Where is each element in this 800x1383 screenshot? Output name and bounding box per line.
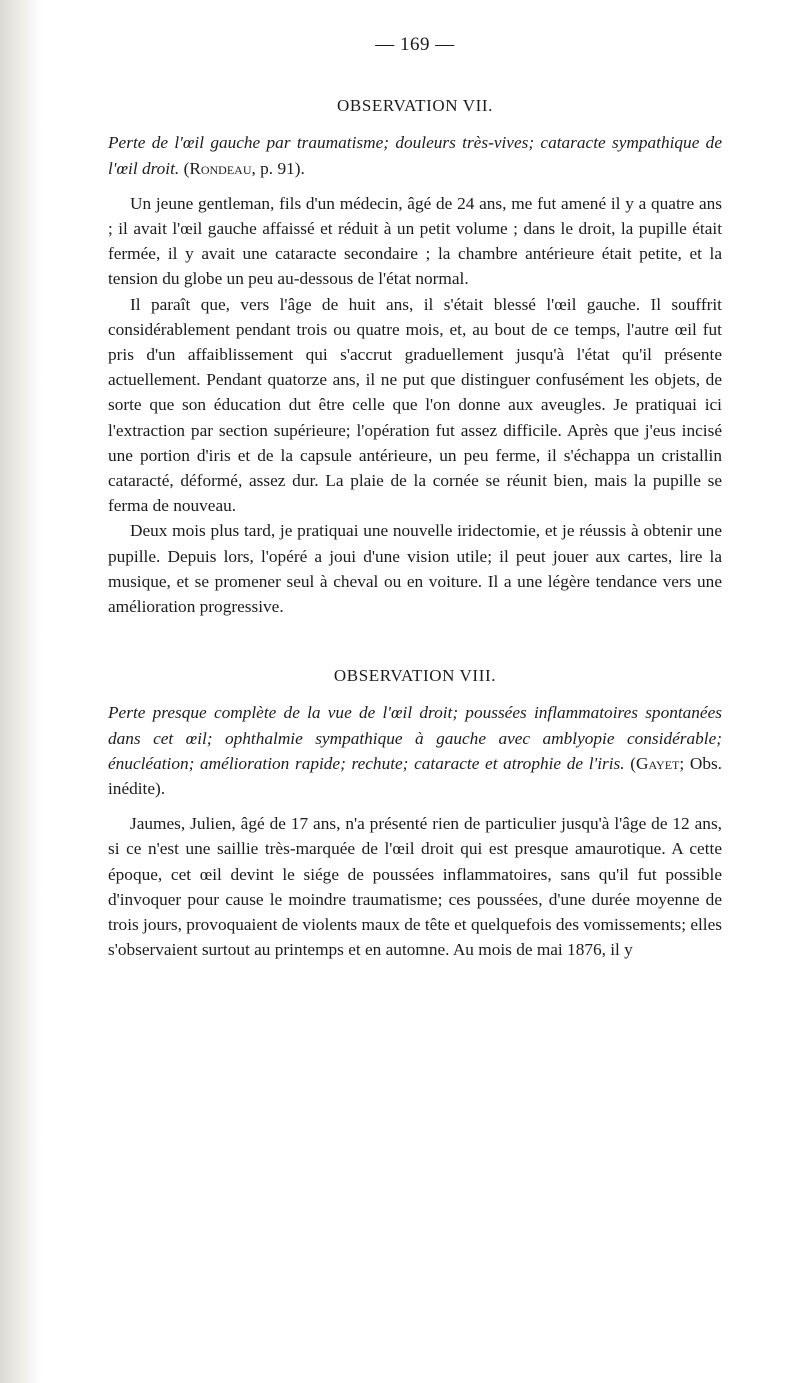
paragraph: Il paraît que, vers l'âge de huit ans, il s'était blessé l'œil gauche. Il souffrit considérablement pendant trois ou quatre mois, et, au bout de ce temps, l'autre œil fut pris d'un affaiblissement qui s'accrut graduellement jusqu'à l'état qu'il présente actuellement. Pendant quatorze ans, il ne put que distinguer confusément les objets, de sorte que son éducation dut être celle que l'on donne aux aveugles. Je pratiquai ici l'extraction par section supérieure; l'opération fut assez difficile. Après que j'eus incisé une portion d'iris et de la capsule antérieure, un peu ferme, il s'échappa un cristallin cataracté, déformé, assez dur. La plaie de la cornée se réunit bien, mais la pupille se ferma de nouveau. [108, 294, 722, 516]
section-spacer [108, 619, 722, 663]
page-number: — 169 — [375, 34, 455, 55]
observation-viii [108, 663, 722, 962]
observation-title: OBSERVATION VIII. [333, 666, 497, 686]
observation-title: OBSERVATION VII. [337, 96, 493, 116]
reference-suffix: ; Obs. inédite). [108, 753, 723, 799]
reference-author: Gayet [636, 753, 680, 773]
observation-subtitle [108, 700, 722, 801]
paragraph: Un jeune gentleman, fils d'un médecin, âgé de 24 ans, me fut amené il y a quatre ans ; il avait l'œil gauche affaissé et réduit à un petit volume ; dans le droit, la pupille était fermée, il y avait une cataracte secondaire ; la chambre antérieure était petite, et la tension du globe un peu au-dessous de l'état normal. [108, 193, 722, 289]
text-block [108, 32, 722, 963]
page-gutter-shadow [0, 0, 42, 1383]
paragraph: Jaumes, Julien, âgé de 17 ans, n'a présenté rien de particulier jusqu'à l'âge de 12 ans, si ce n'est une saillie très-marquée de l'œil droit qui est presque amaurotique. A cette époque, cet œil devint le siége de poussées inflammatoires, sans qu'il fut possible d'invoquer pour cause le moindre traumatisme; ces poussées, d'une durée moyenne de trois jours, provoquaient de violents maux de tête et quelquefois des vomissements; elles s'observaient surtout au printemps et en automne. Au mois de mai 1876, il y [108, 814, 722, 960]
paragraph: Deux mois plus tard, je pratiquai une nouvelle iridectomie, et je réussis à obtenir une pupille. Depuis lors, l'opéré a joui d'une vision utile; il peut jouer aux cartes, lire la musique, et se promener seul à cheval ou en voiture. Il a une légère tendance vers une amélioration progressive. [108, 521, 722, 617]
subtitle-reference [184, 159, 305, 178]
reference-prefix: ( [183, 158, 190, 178]
subtitle-italic: Perte de l'œil gauche par traumatisme; douleurs très-vives; cataracte sympathique de l'œil droit. [108, 133, 722, 178]
subtitle-italic: Perte presque complète de la vue de l'œil droit; poussées inflammatoires spontanées dans cet œil; ophthalmie sympathique à gauche avec amblyopie considérable; énucléation; amélioration rapide; rechute; cataracte et atrophie de l'iris. [108, 703, 722, 773]
reference-suffix: , p. 91). [251, 158, 305, 178]
observation-vii [108, 93, 722, 619]
reference-author: Rondeau [189, 158, 252, 178]
observation-subtitle [108, 130, 722, 180]
reference-prefix: ( [624, 753, 636, 773]
